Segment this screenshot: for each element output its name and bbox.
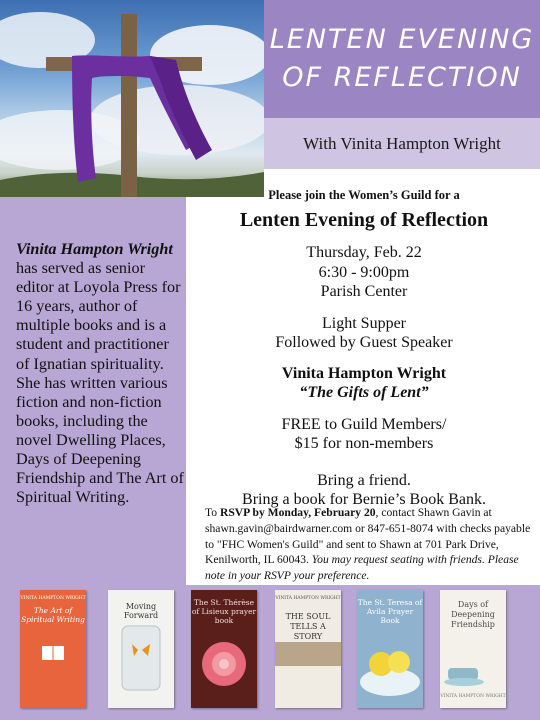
saucer-icon	[444, 678, 484, 686]
book-author: VINITA HAMPTON WRIGHT	[20, 596, 86, 601]
rsvp-body: , contact Shawn Gavin at shawn.gavin@bairdwarner.com or 847-651-8074 with checks payable to "FHC Women's Guild" and sent to Shawn at 701 Park Drive, Kenilworth, IL 60043.	[205, 506, 531, 567]
followed-line: Followed by Guest Speaker	[275, 334, 453, 351]
cross-post	[121, 14, 137, 197]
bio-name: Vinita Hampton Wright	[16, 240, 173, 258]
subtitle-band	[264, 118, 540, 169]
rose-core	[219, 659, 229, 669]
book-cover-st-teresa-of-avila-prayer-book	[357, 590, 423, 708]
book-title: The Art of Spiritual Writing	[21, 606, 85, 624]
invite-line: Please join the Women’s Guild for a	[268, 188, 460, 202]
speaker-bio	[16, 240, 184, 507]
subtitle: With Vinita Hampton Wright	[303, 133, 501, 153]
book-author: VINITA HAMPTON WRIGHT	[440, 694, 506, 699]
book-cover-moving-forward	[108, 590, 174, 708]
book-title: THE SOUL TELLS A STORY	[285, 612, 331, 641]
event-when-where	[188, 243, 540, 302]
wood-art	[275, 590, 341, 708]
price-block	[188, 415, 540, 454]
talk-title: “The Gifts of Lent”	[299, 384, 429, 401]
event-details	[188, 186, 540, 510]
glass-jar	[122, 626, 160, 690]
book-cover-st-therese-prayer-book	[191, 590, 257, 708]
bowl-icon	[360, 668, 420, 696]
rsvp-seating-note: You may request seating with friends. Please note in your RSVP your preference.	[205, 553, 519, 583]
lemon-icon	[388, 651, 410, 673]
event-date: Thursday, Feb. 22	[306, 244, 422, 261]
book-cover-art-of-spiritual-writing	[20, 590, 86, 708]
jar-butterfly-art	[108, 590, 174, 708]
cross-illustration	[0, 0, 264, 197]
bio-text: has served as senior editor at Loyola Press for 16 years, author of multiple books and is a student and practitioner of Ignatian spirituality. She has written various fiction and non-fiction books, including the novel Dwelling Places, Days of Deepening Friendship and The Art of Spiritual Writing.	[16, 259, 184, 507]
hero-cross-photo	[0, 0, 264, 197]
book-title: Moving Forward	[123, 602, 159, 620]
price-members: FREE to Guild Members/	[281, 415, 447, 433]
lemons-art	[357, 590, 423, 708]
price-nonmembers: $15 for non-members	[294, 435, 434, 452]
title-line-2: OF REFLECTION	[282, 62, 522, 93]
book-title: The St. Teresa of Avila Prayer Book	[357, 598, 423, 625]
event-program	[188, 314, 540, 353]
supper-line: Light Supper	[322, 314, 406, 332]
book-title: Days of Deepening Friendship	[451, 600, 495, 629]
rose-art	[191, 590, 257, 708]
speaker-name: Vinita Hampton Wright	[281, 364, 447, 382]
event-time: 6:30 - 9:00pm	[318, 263, 410, 281]
book-cover-days-of-deepening-friendship	[440, 590, 506, 708]
title-line-1: LENTEN EVENING	[269, 24, 535, 55]
bring-friend: Bring a friend.	[317, 471, 411, 489]
book-icon	[20, 590, 86, 708]
event-title: Lenten Evening of Reflection	[239, 209, 489, 231]
book-title: The St. Thérèse of Lisieux prayer book	[191, 598, 257, 625]
wood-photo	[275, 642, 341, 666]
rsvp-lead: To	[205, 506, 220, 519]
rsvp-info	[205, 505, 535, 584]
bring-book: Bring a book for Bernie’s Book Bank.	[242, 491, 486, 508]
speaker-block	[188, 364, 540, 403]
bring-block	[188, 471, 540, 510]
teacup-art	[440, 590, 506, 708]
rsvp-deadline: RSVP by Monday, February 20	[219, 506, 376, 519]
event-place: Parish Center	[320, 283, 408, 300]
title-band	[264, 0, 540, 118]
book-cover-soul-tells-a-story	[275, 590, 341, 708]
book-author: VINITA HAMPTON WRIGHT	[275, 596, 341, 601]
